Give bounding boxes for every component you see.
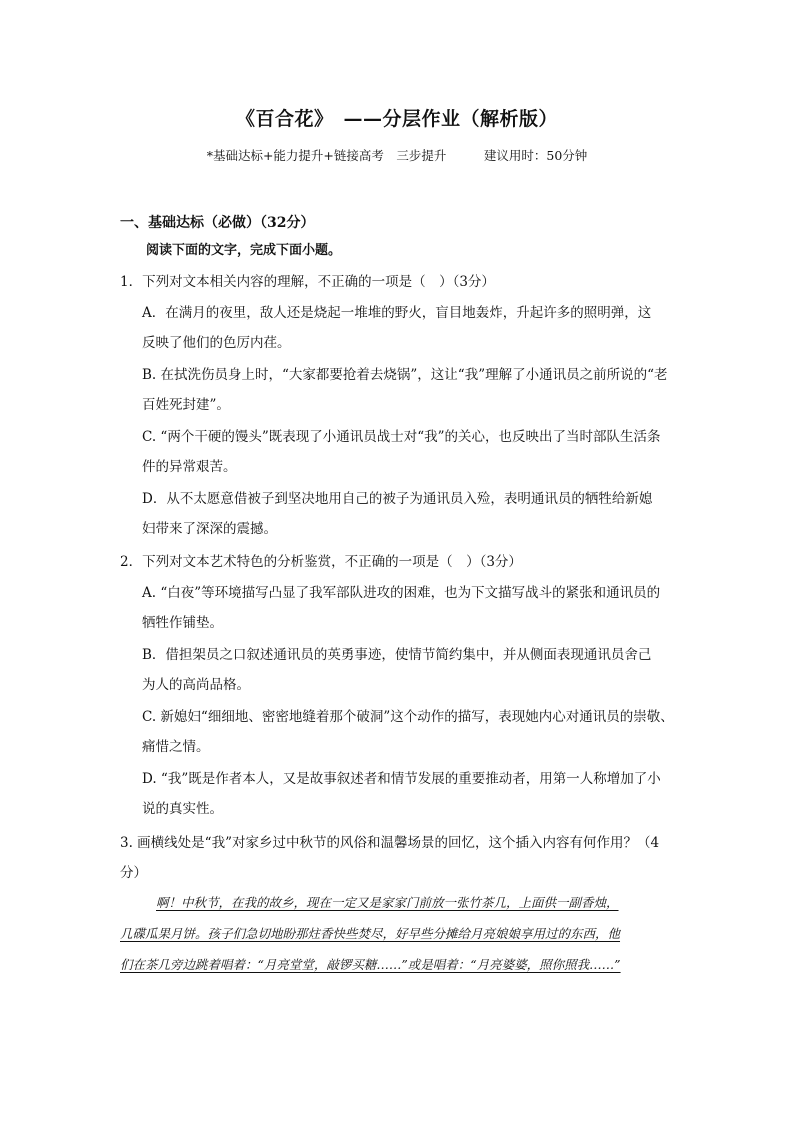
document-subtitle: *基础达标+能力提升+链接高考 三步提升 建议用时：50分钟 <box>206 148 588 163</box>
passage-line-3: 们在茶几旁边跳着唱着：“月亮堂堂，敲锣买糖……”或是唱着：“月亮婆婆，照你照我……” <box>120 957 621 972</box>
question-1-option-d: D．从不太愿意借被子到坚决地用自己的被子为通讯员入殓，表明通讯员的牺牲给新媳 <box>142 491 653 507</box>
passage-line-1: 啊！中秋节，在我的故乡，现在一定又是家家门前放一张竹茶几，上面供一副香烛， <box>156 895 619 910</box>
question-2-option-a-cont: 牺牲作铺垫。 <box>142 615 223 631</box>
question-2-option-c: C. 新媳妇“细细地、密密地缝着那个破洞”这个动作的描写，表现她内心对通讯员的崇敬、 <box>142 709 674 725</box>
question-2-option-b: B．借担架员之口叙述通讯员的英勇事迹，使情节简约集中，并从侧面表现通讯员舍己 <box>142 647 652 663</box>
question-1-option-b: B. 在拭洗伤员身上时，“大家都要抢着去烧锅”，这让“我”理解了小通讯员之前所说的“老 <box>142 367 668 383</box>
question-2-option-d-cont: 说的真实性。 <box>142 801 223 817</box>
question-1-option-b-cont: 百姓死封建”。 <box>142 397 230 413</box>
question-1-option-c: C. “两个干硬的馒头”既表现了小通讯员战士对“我”的关心，也反映出了当时部队生活条 <box>142 429 661 445</box>
question-2-option-b-cont: 为人的高尚品格。 <box>142 677 250 693</box>
question-3-stem: 3. 画横线处是“我”对家乡过中秋节的风俗和温馨场景的回忆，这个插入内容有何作用？（4 <box>120 835 660 851</box>
reading-instruction: 阅读下面的文字，完成下面小题。 <box>146 243 342 258</box>
question-2-option-a: A. “白夜”等环境描写凸显了我军部队进攻的困难，也为下文描写战斗的紧张和通讯员的 <box>142 585 661 601</box>
question-1-option-d-cont: 妇带来了深深的震撼。 <box>142 521 277 537</box>
section-heading: 一、基础达标（必做）（32分） <box>120 215 315 231</box>
question-1-option-a: A．在满月的夜里，敌人还是烧起一堆堆的野火，盲目地轰炸，升起许多的照明弹，这 <box>142 305 652 321</box>
question-1-option-c-cont: 件的异常艰苦。 <box>142 459 237 475</box>
question-3-stem-cont: 分） <box>120 865 147 881</box>
question-2-stem: 2．下列对文本艺术特色的分析鉴赏，不正确的一项是（ ）（3分） <box>120 554 522 570</box>
question-1-option-a-cont: 反映了他们的色厉内荏。 <box>142 335 291 351</box>
question-2-option-d: D. “我”既是作者本人，又是故事叙述者和情节发展的重要推动者，用第一人称增加了小 <box>142 771 661 787</box>
question-1-stem: 1．下列对文本相关内容的理解，不正确的一项是（ ）（3分） <box>120 274 495 290</box>
passage-line-2: 几碟瓜果月饼。孩子们急切地盼那炷香快些焚尽，好早些分摊给月亮娘娘享用过的东西，他 <box>120 926 621 941</box>
document-title: 《百合花》 ——分层作业（解析版） <box>235 108 558 130</box>
question-2-option-c-cont: 痛惜之情。 <box>142 739 210 755</box>
